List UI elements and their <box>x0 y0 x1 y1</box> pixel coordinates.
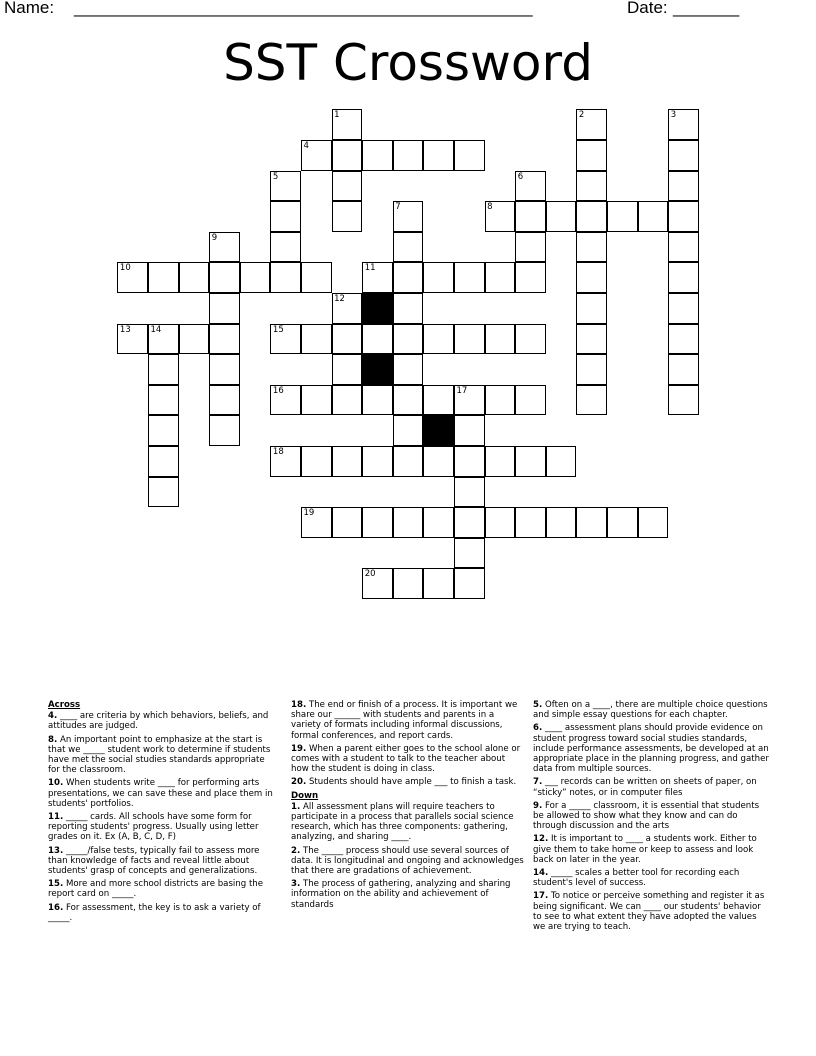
clue-number: 4 <box>303 141 309 151</box>
page-title: SST Crossword <box>223 34 593 92</box>
grid-cell[interactable] <box>240 262 271 293</box>
clue-number: 5 <box>272 171 279 182</box>
grid-cell[interactable] <box>270 446 301 477</box>
clue-number: 20 <box>364 569 376 580</box>
clue-number: 12 <box>334 294 345 304</box>
grid-cell[interactable] <box>576 324 607 355</box>
grid-cell[interactable] <box>209 354 240 385</box>
grid-cell[interactable] <box>209 262 240 293</box>
grid-cell[interactable] <box>393 415 424 446</box>
grid-cell[interactable] <box>393 446 424 477</box>
grid-cell[interactable] <box>576 171 607 202</box>
grid-cell[interactable] <box>301 324 332 355</box>
clue-column-2 <box>291 700 525 913</box>
grid-cell[interactable] <box>362 140 393 171</box>
grid-cell[interactable] <box>362 324 393 355</box>
clue-across-11: 11. _____ cards. All schools have some form for reporting students' progress. Usually using letter grades on it. Ex (A, B, C, D, F) <box>48 812 259 843</box>
grid-cell[interactable] <box>454 568 485 599</box>
grid-cell[interactable] <box>423 324 454 355</box>
clue-number: 1 <box>334 110 340 121</box>
clue-number: 6 <box>517 171 524 182</box>
black-cell <box>423 415 454 446</box>
clue-number: 3 <box>670 110 677 121</box>
grid-cell[interactable] <box>209 385 240 416</box>
grid-cell[interactable] <box>362 507 393 538</box>
grid-cell[interactable] <box>423 507 454 538</box>
grid-cell[interactable] <box>117 262 148 293</box>
date-label: Date: <box>627 0 668 17</box>
black-cell <box>362 354 393 385</box>
grid-cell[interactable] <box>393 262 424 293</box>
clue-number: 7 <box>395 202 401 213</box>
grid-cell[interactable] <box>576 232 607 263</box>
grid-cell[interactable] <box>668 109 699 140</box>
clue-number: 16 <box>272 385 284 396</box>
grid-cell[interactable] <box>576 109 607 140</box>
grid-cell[interactable] <box>362 568 393 599</box>
name-label: Name: <box>4 0 55 17</box>
date-line[interactable]: _______ <box>673 0 740 17</box>
across-heading: Across <box>48 700 81 710</box>
grid-cell[interactable] <box>423 262 454 293</box>
grid-cell[interactable] <box>209 324 240 355</box>
grid-cell[interactable] <box>423 446 454 477</box>
grid-cell[interactable] <box>209 232 240 263</box>
grid-cell[interactable] <box>393 354 424 385</box>
grid-cell[interactable] <box>515 446 546 477</box>
grid-cell[interactable] <box>607 507 638 538</box>
clue-down-6: 6. ____ assessment plans should provide evidence on student progress toward social studies standards, include performance assessments, be developed at an appropriate place in the planning progress, and gather data from multiple sources. <box>533 723 769 775</box>
black-cell <box>362 293 393 324</box>
grid-cell[interactable] <box>301 140 332 171</box>
clue-across-8: 8. An important point to emphasize at the start is that we _____ student work to determine if students have met the social studies standards appropriate for the classroom. <box>48 734 271 776</box>
grid-cell[interactable] <box>117 324 148 355</box>
grid-cell[interactable] <box>301 446 332 477</box>
grid-cell[interactable] <box>332 446 363 477</box>
clue-down-5: 5. Often on a ____, there are multiple choice questions and simple essay questions for each chapter. <box>533 700 768 721</box>
grid-cell[interactable] <box>454 324 485 355</box>
clue-down-3: 3. The process of gathering, analyzing and sharing information on the ability and achievement of standards <box>291 879 511 910</box>
clue-number: 15 <box>272 324 284 335</box>
grid-cell[interactable] <box>423 385 454 416</box>
grid-cell[interactable] <box>454 385 485 416</box>
grid-cell[interactable] <box>423 568 454 599</box>
grid-cell[interactable] <box>485 446 516 477</box>
clue-across-4: 4. ____ are criteria by which behaviors, beliefs, and attitudes are judged. <box>48 711 269 732</box>
grid-cell[interactable] <box>393 324 424 355</box>
grid-cell[interactable] <box>515 201 546 232</box>
grid-cell[interactable] <box>454 262 485 293</box>
clue-across-10: 10. When students write ____ for performing arts presentations, we can save these and place them in students' portfolios. <box>48 778 273 809</box>
clue-number: 19 <box>303 508 315 519</box>
clue-number: 17 <box>456 385 468 396</box>
grid-cell[interactable] <box>576 201 607 232</box>
grid-cell[interactable] <box>148 446 179 477</box>
grid-cell[interactable] <box>668 232 699 263</box>
grid-cell[interactable] <box>607 201 638 232</box>
grid-cell[interactable] <box>270 232 301 263</box>
grid-cell[interactable] <box>546 201 577 232</box>
clue-down-2: 2. The _____ process should use several sources of data. It is longitudinal and ongoing and acknowledges that there are gradations of achievement. <box>291 845 524 877</box>
grid-cell[interactable] <box>209 293 240 324</box>
grid-cell[interactable] <box>515 324 546 355</box>
grid-cell[interactable] <box>668 293 699 324</box>
grid-cell[interactable] <box>454 507 485 538</box>
clue-across-18: 18. The end or finish of a process. It is important we share our ______ with students and parents in a variety of formats including informal discussions, formal conferences, and report cards. <box>291 700 518 741</box>
clue-across-20: 20. Students should have ample ___ to finish a task. <box>291 777 517 788</box>
grid-cell[interactable] <box>148 477 179 508</box>
grid-cell[interactable] <box>393 232 424 263</box>
clue-across-15: 15. More and more school districts are basing the report card on _____. <box>48 879 264 900</box>
clue-down-14: 14. _____ scales a better tool for recording each student's level of success. <box>533 868 740 889</box>
grid-cell[interactable] <box>515 385 546 416</box>
grid-cell[interactable] <box>393 201 424 232</box>
clue-across-19: 19. When a parent either goes to the school alone or comes with a student to talk to the teacher about how the student is doing in class. <box>291 743 521 775</box>
clue-number: 14 <box>150 324 162 335</box>
grid-cell[interactable] <box>362 446 393 477</box>
grid-cell[interactable] <box>485 507 516 538</box>
grid-cell[interactable] <box>393 385 424 416</box>
clue-number: 11 <box>364 263 376 274</box>
clue-column-3 <box>533 700 769 935</box>
grid-cell[interactable] <box>270 171 301 202</box>
grid-cell[interactable] <box>515 507 546 538</box>
grid-cell[interactable] <box>515 171 546 202</box>
grid-cell[interactable] <box>668 201 699 232</box>
grid-cell[interactable] <box>454 446 485 477</box>
grid-cell[interactable] <box>332 171 363 202</box>
grid-cell[interactable] <box>668 354 699 385</box>
grid-cell[interactable] <box>454 538 485 569</box>
grid-cell[interactable] <box>362 385 393 416</box>
grid-cell[interactable] <box>393 140 424 171</box>
name-line[interactable]: ________________________________________________ <box>74 0 533 17</box>
grid-cell[interactable] <box>668 324 699 355</box>
grid-cell[interactable] <box>576 507 607 538</box>
grid-cell[interactable] <box>485 324 516 355</box>
grid-cell[interactable] <box>576 262 607 293</box>
down-heading: Down <box>291 790 319 801</box>
grid-cell[interactable] <box>668 262 699 293</box>
grid-cell[interactable] <box>485 385 516 416</box>
grid-cell[interactable] <box>332 140 363 171</box>
grid-cell[interactable] <box>393 507 424 538</box>
grid-cell[interactable] <box>270 262 301 293</box>
grid-cell[interactable] <box>179 262 210 293</box>
clue-number: 18 <box>272 447 284 457</box>
grid-cell[interactable] <box>485 201 516 232</box>
clue-column-1 <box>48 700 278 926</box>
clue-number: 9 <box>211 232 218 243</box>
grid-cell[interactable] <box>270 201 301 232</box>
grid-cell[interactable] <box>546 446 577 477</box>
grid-cell[interactable] <box>301 385 332 416</box>
clue-number: 2 <box>578 110 585 121</box>
grid-cell[interactable] <box>638 201 669 232</box>
clue-down-17: 17. To notice or perceive something and register it as being significant. We can ____ our students' behavior to see to what extent they have adopted the values we are trying to teach. <box>533 891 765 933</box>
grid-cell[interactable] <box>209 415 240 446</box>
grid-cell[interactable] <box>148 415 179 446</box>
grid-cell[interactable] <box>423 140 454 171</box>
grid-cell[interactable] <box>148 262 179 293</box>
clue-number: 13 <box>119 324 131 335</box>
clue-down-7: 7. ___ records can be written on sheets of paper, on “sticky” notes, or in computer files <box>533 777 757 798</box>
grid-cell[interactable] <box>668 385 699 416</box>
clue-down-9: 9. For a _____ classroom, it is essential that students be allowed to show what they know and can do through discussion and the arts <box>533 800 760 832</box>
grid-cell[interactable] <box>148 385 179 416</box>
clue-number: 10 <box>119 263 131 274</box>
grid-cell[interactable] <box>362 262 393 293</box>
grid-cell[interactable] <box>301 262 332 293</box>
grid-cell[interactable] <box>454 140 485 171</box>
grid-cell[interactable] <box>454 477 485 508</box>
grid-cell[interactable] <box>546 507 577 538</box>
clue-across-13: 13. _____/false tests, typically fail to assess more than knowledge of facts and reveal little about students' grasp of concepts and generalizations. <box>48 845 260 877</box>
grid-cell[interactable] <box>638 507 669 538</box>
grid-cell[interactable] <box>576 385 607 416</box>
grid-cell[interactable] <box>668 140 699 171</box>
grid-cell[interactable] <box>332 293 363 324</box>
grid-cell[interactable] <box>454 415 485 446</box>
grid-cell[interactable] <box>393 293 424 324</box>
grid-cell[interactable] <box>393 568 424 599</box>
grid-cell[interactable] <box>332 507 363 538</box>
clue-number: 8 <box>487 202 493 213</box>
grid-cell[interactable] <box>576 140 607 171</box>
grid-cell[interactable] <box>332 385 363 416</box>
clue-across-16: 16. For assessment, the key is to ask a variety of _____. <box>48 902 261 923</box>
grid-cell[interactable] <box>332 109 363 140</box>
grid-cell[interactable] <box>515 262 546 293</box>
grid-cell[interactable] <box>301 507 332 538</box>
grid-cell[interactable] <box>576 293 607 324</box>
grid-cell[interactable] <box>148 324 179 355</box>
clue-down-1: 1. All assessment plans will require teachers to participate in a process that parallels social science research, which has three components: gathering, analyzing, and sharing ____. <box>291 801 514 843</box>
grid-cell[interactable] <box>485 262 516 293</box>
grid-cell[interactable] <box>332 354 363 385</box>
grid-cell[interactable] <box>270 385 301 416</box>
grid-cell[interactable] <box>148 354 179 385</box>
grid-cell[interactable] <box>576 354 607 385</box>
grid-cell[interactable] <box>270 324 301 355</box>
clue-down-12: 12. It is important to ____ a students work. Either to give them to take home or keep to assess and look back on later in the year. <box>533 834 757 865</box>
grid-cell[interactable] <box>515 232 546 263</box>
grid-cell[interactable] <box>332 201 363 232</box>
grid-cell[interactable] <box>668 171 699 202</box>
grid-cell[interactable] <box>332 324 363 355</box>
grid-cell[interactable] <box>179 324 210 355</box>
